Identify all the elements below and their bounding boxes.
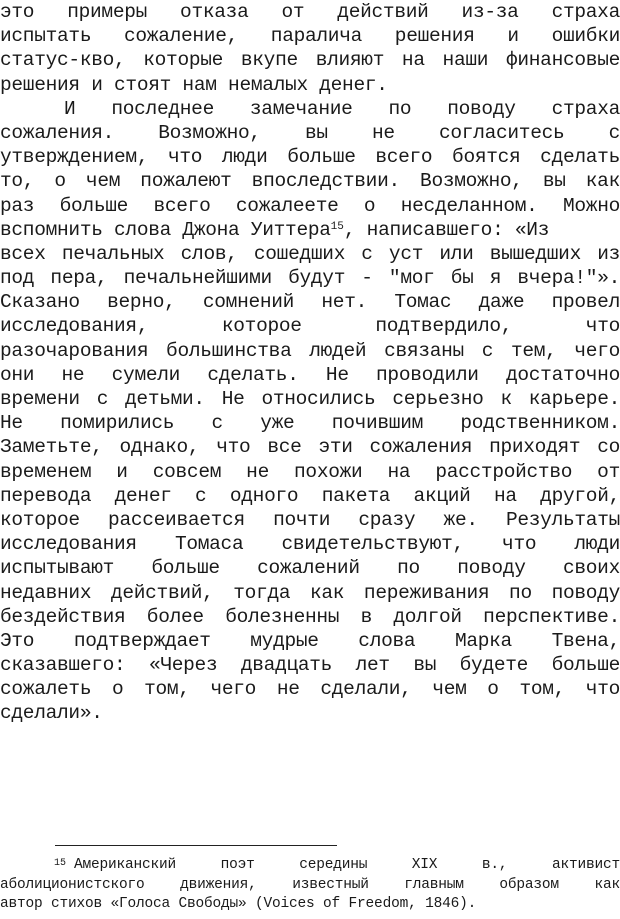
text-line: сделали». — [0, 702, 103, 725]
footnote-number: 15 — [54, 858, 67, 869]
text-line: сожаления. Возможно, вы не согласитесь с — [0, 121, 620, 144]
text-line: времени с детьми. Не относились серьезно к карьере. — [0, 388, 620, 410]
text-line: всех печальных слов, сошедших с уст или вышедших из — [0, 242, 620, 265]
text-line: сожалеть о том, чего не сделали, чем о том, что — [0, 678, 620, 701]
footnote-text: Американский поэт середины XIX в., активист — [74, 857, 620, 873]
text-line: исследования, которое подтвердило, что — [0, 315, 620, 338]
text-line: испытывают больше сожалений по поводу своих — [0, 557, 620, 580]
text-line: временем и совсем не похожи на расстройство от — [0, 460, 620, 483]
footnote-reference[interactable]: 15 — [330, 220, 344, 233]
text-line: перевода денег с одного пакета акций на другой, — [0, 484, 620, 507]
footnote-divider — [55, 845, 337, 846]
text-line: статус-кво, которые вкупе влияют на наши финансовые — [0, 49, 620, 72]
text-line-with-footnote — [0, 218, 620, 242]
footnote — [0, 856, 620, 915]
text-line: под пера, печальнейшими будут - "мог бы я вчера!"». — [0, 267, 620, 290]
text-segment: , написавшего: «Из — [343, 218, 550, 241]
footnote-line: аболиционистского движения, известный главным образом как — [0, 876, 620, 893]
paragraph-start-line: И последнее замечание по поводу страха — [64, 97, 620, 120]
text-line: утверждением, что люди больше всего боятся сделать — [0, 146, 620, 169]
footnote-line — [0, 856, 620, 876]
footnote-line: автор стихов «Голоса Свободы» (Voices of Freedom, 1846). — [0, 896, 477, 912]
text-line: это примеры отказа от действий из-за страха — [0, 1, 620, 23]
text-line: сказавшего: «Через двадцать лет вы будете больше — [0, 654, 620, 677]
text-line: решения и стоят нам немалых денег. — [0, 73, 388, 96]
text-line: исследования Томаса свидетельствуют, что люди — [0, 533, 620, 556]
text-line: Заметьте, однако, что все эти сожаления приходят со — [0, 436, 620, 459]
text-line: то, о чем пожалеют впоследствии. Возможно, вы как — [0, 170, 620, 193]
text-line: бездействия более болезненны в долгой перспективе. — [0, 605, 620, 628]
text-line: недавних действий, тогда как переживания по поводу — [0, 581, 620, 604]
text-line: раз больше всего сожалеете о несделанном. Можно — [0, 194, 620, 217]
text-line: испытать сожаление, паралича решения и ошибки — [0, 25, 620, 48]
text-line: Не помирились с уже почившим родственником. — [0, 412, 620, 435]
text-line: они не сумели сделать. Не проводили достаточно — [0, 363, 620, 386]
text-line: разочарования большинства людей связаны с тем, чего — [0, 339, 620, 362]
text-segment: вспомнить слова Джона Уиттера — [0, 218, 331, 241]
text-line: которое рассеивается почти сразу же. Результаты — [0, 508, 620, 531]
text-line: Это подтверждает мудрые слова Марка Твена, — [0, 629, 620, 652]
text-line: Сказано верно, сомнений нет. Томас даже провел — [0, 291, 620, 314]
